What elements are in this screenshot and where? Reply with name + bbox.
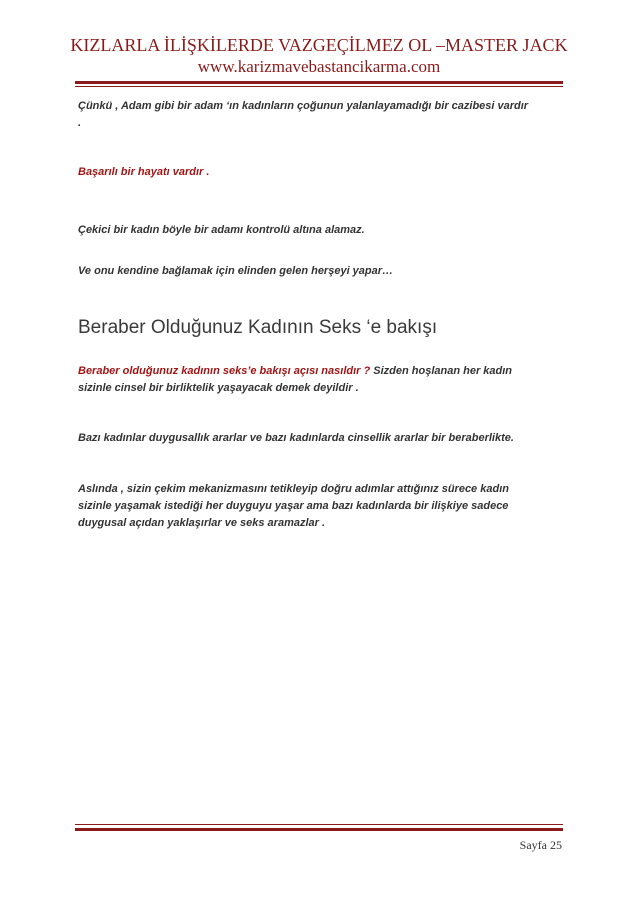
paragraph-1-line-1: Çünkü , Adam gibi bir adam ‘ın kadınların çoğunun yalanlayamadığı bir cazibesi vardır <box>78 100 529 112</box>
paragraph-7 <box>78 481 563 532</box>
header-divider-thin <box>75 86 563 87</box>
paragraph-4-text: Ve onu kendine bağlamak için elinden gelen herşeyi yapar… <box>78 265 394 277</box>
paragraph-5-rest: Sizden hoşlanan her kadın <box>370 365 513 377</box>
footer-divider-thick <box>75 828 563 831</box>
paragraph-6 <box>78 430 563 447</box>
header-title: KIZLARLA İLİŞKİLERDE VAZGEÇİLMEZ OL –MASTER JACK <box>70 35 568 55</box>
page-header <box>0 34 638 78</box>
paragraph-1 <box>78 98 563 132</box>
paragraph-7-line-1: Aslında , sizin çekim mekanizmasını tetikleyip doğru adımlar attığınız sürece kadın <box>78 483 509 495</box>
paragraph-4 <box>78 263 563 280</box>
paragraph-5-line-1 <box>78 363 563 380</box>
paragraph-1-line-2: . <box>78 117 82 129</box>
paragraph-5 <box>78 363 563 397</box>
paragraph-7-line-2: sizinle yaşamak istediği her duyguyu yaşar ama bazı kadınlarda bir ilişkiye sadece <box>78 500 509 512</box>
paragraph-5-question: Beraber olduğunuz kadının seks’e bakışı açısı nasıldır ? <box>78 365 371 377</box>
footer-divider-thin <box>75 824 563 825</box>
paragraph-3 <box>78 222 563 239</box>
page-number: Sayfa 25 <box>519 838 562 852</box>
paragraph-7-line-3: duygusal açıdan yaklaşırlar ve seks aramazlar . <box>78 517 326 529</box>
paragraph-3-text: Çekici bir kadın böyle bir adamı kontrolü altına alamaz. <box>78 224 365 236</box>
section-heading: Beraber Olduğunuz Kadının Seks ‘e bakışı <box>78 317 438 338</box>
header-url: www.karizmavebastancikarma.com <box>197 57 441 76</box>
paragraph-2-text: Başarılı bir hayatı vardır . <box>78 166 210 178</box>
paragraph-6-text: Bazı kadınlar duygusallık ararlar ve bazı kadınlarda cinsellik ararlar bir beraberlikte. <box>78 432 514 444</box>
paragraph-5-line-2: sizinle cinsel bir birliktelik yaşayacak demek deyildir . <box>78 382 359 394</box>
paragraph-2 <box>78 164 563 181</box>
header-divider-thick <box>75 81 563 84</box>
